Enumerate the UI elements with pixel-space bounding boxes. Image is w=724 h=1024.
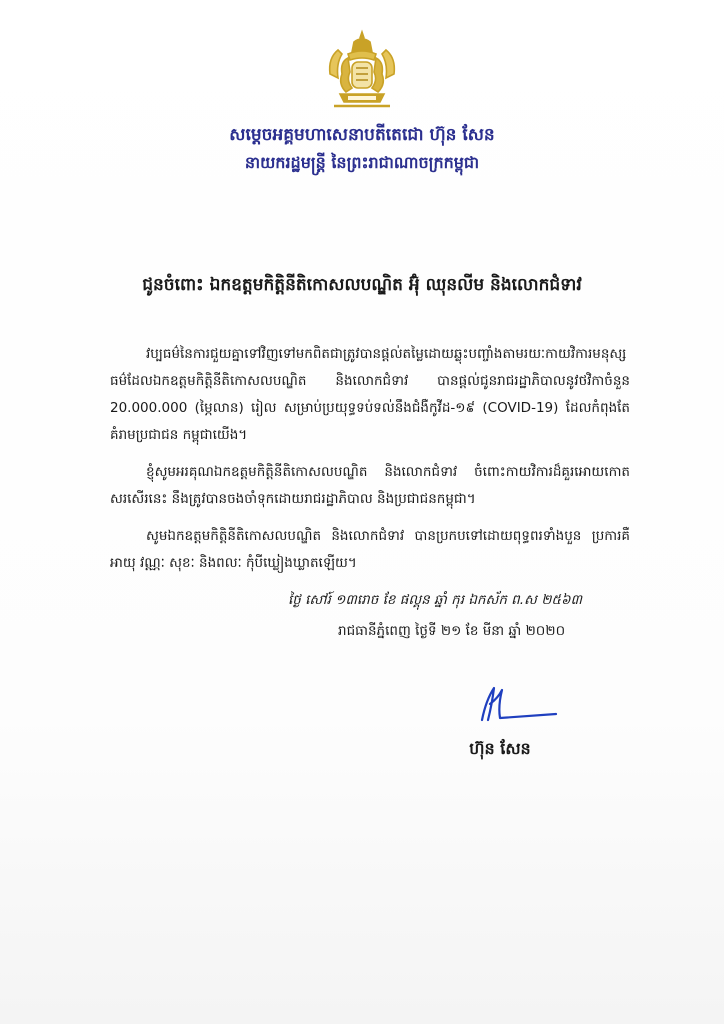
sender-title: សម្តេចអគ្គមហាសេនាបតីតេជោ ហ៊ុន សែន [229,125,495,145]
body-paragraph-1: វប្បធម៌នៃការជួយគ្នាទៅវិញទៅមកពិតជាត្រូវបានផ្តល់តម្លៃដោយឆ្លុះបញ្ចាំងតាមរយៈកាយវិការមនុស្សធម៌ដែលឯកឧត្តមកិត្តិនីតិកោសលបណ្ឌិត និងលោកជំទាវ បានផ្តល់ជូនរាជរដ្ឋាភិបាលនូវថវិកាចំនួន 20.000.000 (ម្ភៃលាន) រៀល សម្រាប់ប្រយុទ្ធទប់ទល់នឹងជំងឺកូវីដ-១៩ (COVID-19) ដែលកំពុងតែគំរាមប្រជាជន កម្ពុជាយើង។ [110,346,630,443]
sender-position: នាយករដ្ឋមន្ត្រី នៃព្រះរាជាណាចក្រកម្ពុជា [244,153,480,172]
body-paragraph-2: ខ្ញុំសូមអរគុណឯកឧត្តមកិត្តិនីតិកោសលបណ្ឌិត និងលោកជំទាវ ចំពោះកាយវិការដ៏គួរអោយកោតសរសើរនេះ នឹងត្រូវបានចងចាំទុកដោយរាជរដ្ឋាភិបាល និងប្រជាជនកម្ពុជា។ [110,464,630,507]
body-paragraph-3: សូមឯកឧត្តមកិត្តិនីតិកោសលបណ្ឌិត និងលោកជំទាវ បានប្រកបទៅដោយពុទ្ធពរទាំងបួន ប្រការគឺ អាយុ វណ្ណៈ សុខៈ និងពលៈ កុំបីឃ្លៀងឃ្លាតឡើយ។ [110,528,630,571]
royal-coat-of-arms-icon [318,28,406,116]
solar-date: រាជធានីភ្នំពេញ ថ្ងៃទី ២១ ខែ មីនា ឆ្នាំ ២០២០ [338,623,566,639]
signer-name: ហ៊ុន សែន [469,739,531,758]
recipient-line: ជូនចំពោះ ឯកឧត្តមកិត្តិនីតិកោសលបណ្ឌិត អ៊ុំ ឈុនលីម និងលោកជំទាវ [142,275,582,295]
lunar-date: ថ្ងៃ សៅរ៍ ១៣រោច ខែ ផល្គុន ឆ្នាំ កុរ ឯកស័ក ព.ស ២៥៦៣ [288,592,583,608]
handwritten-signature [468,680,560,728]
